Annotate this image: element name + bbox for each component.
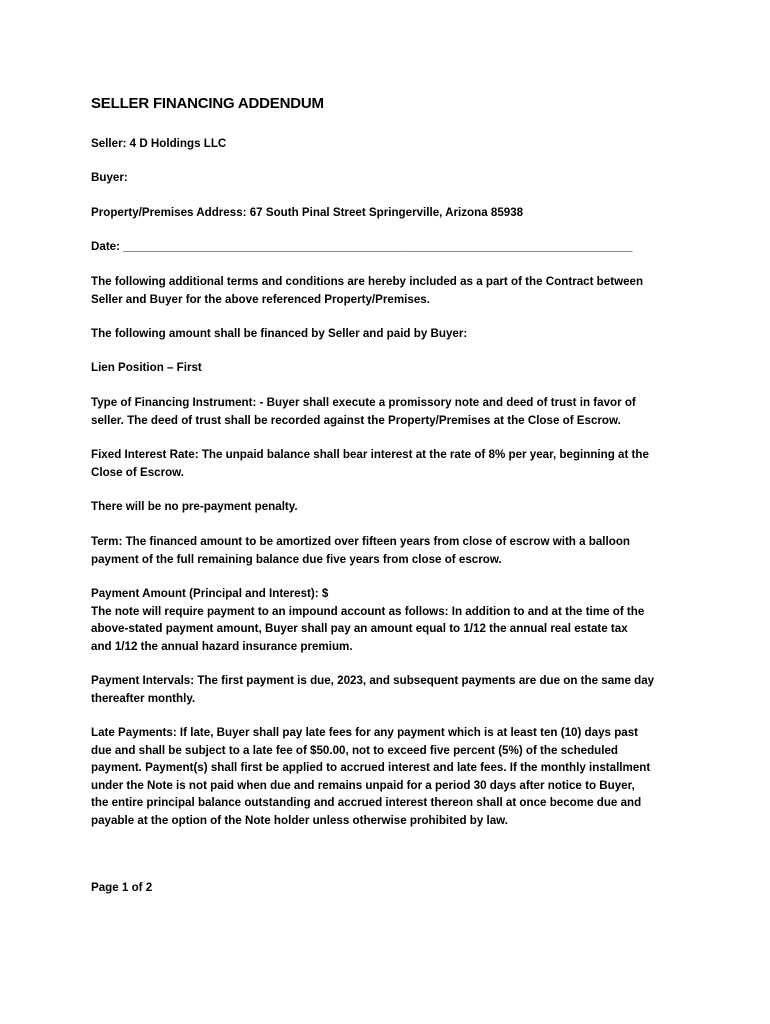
term-paragraph [91, 533, 691, 568]
address-line: Property/Premises Address: 67 South Pinal Street Springerville, Arizona 85938 [91, 206, 524, 219]
date-line: Date: _______________________________________________________________________________ [91, 240, 633, 253]
term-line: Term: The financed amount to be amortized over fifteen years from close of escrow with a balloon [91, 535, 630, 548]
payment-paragraph [91, 585, 691, 655]
intro-line: The following additional terms and conditions are hereby included as a part of the Contract between [91, 275, 644, 288]
payment-line: and 1/12 the annual hazard insurance premium. [91, 639, 353, 653]
financed-line: The following amount shall be financed by Seller and paid by Buyer: [91, 327, 468, 340]
payment-line: Payment Amount (Principal and Interest): $ [91, 587, 329, 600]
late-payments-line: under the Note is not paid when due and remains unpaid for a period 30 days after notice to Buyer, [91, 778, 635, 792]
buyer-line: Buyer: [91, 171, 128, 184]
seller-line: Seller: 4 D Holdings LLC [91, 137, 227, 150]
late-payments-paragraph [91, 724, 691, 829]
interest-line: Fixed Interest Rate: The unpaid balance shall bear interest at the rate of 8% per year, beginning at the [91, 448, 649, 461]
late-payments-line: due and shall be subject to a late fee of $50.00, not to exceed five percent (5%) of the scheduled [91, 743, 619, 757]
intervals-line: Payment Intervals: The first payment is due, 2023, and subsequent payments are due on the same day [91, 674, 655, 687]
lien-position-line: Lien Position – First [91, 361, 202, 374]
payment-line: The note will require payment to an impound account as follows: In addition to and at the time of the [91, 604, 645, 618]
intervals-paragraph [91, 672, 691, 707]
prepayment-line: There will be no pre-payment penalty. [91, 500, 298, 513]
late-payments-line: payable at the option of the Note holder unless otherwise prohibited by law. [91, 813, 508, 827]
instrument-paragraph [91, 394, 691, 429]
interest-line: Close of Escrow. [91, 465, 184, 479]
intervals-line: thereafter monthly. [91, 691, 196, 705]
document-title: SELLER FINANCING ADDENDUM [91, 95, 324, 112]
instrument-line: seller. The deed of trust shall be recorded against the Property/Premises at the Close of Escrow. [91, 413, 621, 427]
payment-line: above-stated payment amount, Buyer shall pay an amount equal to 1/12 the annual real estate tax [91, 622, 628, 635]
instrument-line: Type of Financing Instrument: - Buyer shall execute a promissory note and deed of trust in favor of [91, 396, 636, 409]
interest-paragraph [91, 446, 691, 481]
late-payments-line: Late Payments: If late, Buyer shall pay late fees for any payment which is at least ten (10) days past [91, 726, 639, 739]
intro-paragraph [91, 273, 691, 308]
term-line: payment of the full remaining balance due five years from close of escrow. [91, 552, 502, 566]
intro-line: Seller and Buyer for the above referenced Property/Premises. [91, 292, 430, 306]
late-payments-line: the entire principal balance outstanding and accrued interest thereon shall at once become due and [91, 796, 642, 809]
page-number: Page 1 of 2 [91, 881, 153, 894]
late-payments-line: payment. Payment(s) shall first be applied to accrued interest and late fees. If the monthly installment [91, 761, 651, 774]
